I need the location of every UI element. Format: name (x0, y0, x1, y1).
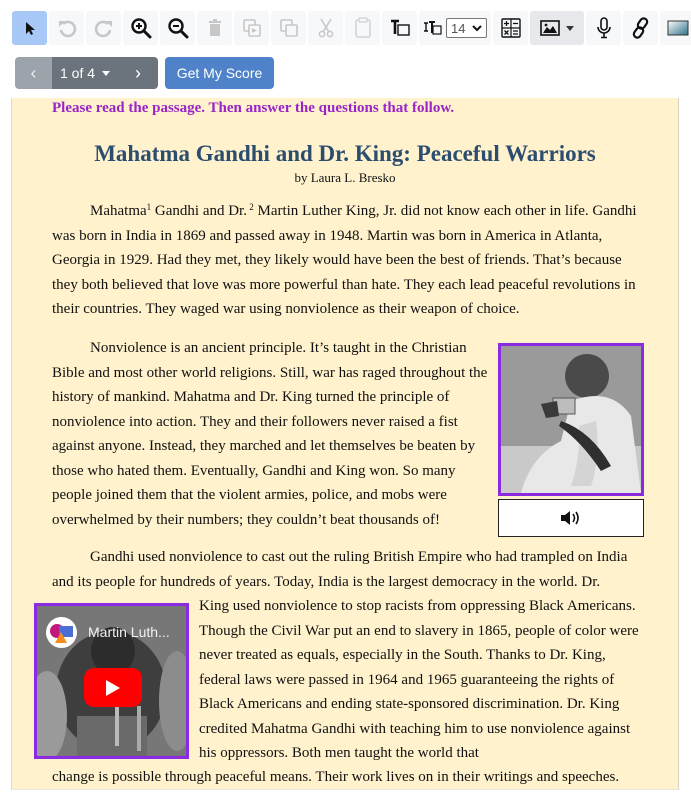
video-embed[interactable] (34, 603, 189, 759)
page-select-dropdown[interactable] (52, 57, 118, 89)
question-navigation (15, 57, 274, 89)
calculator-button[interactable] (493, 11, 528, 45)
image-icon (540, 20, 560, 36)
trash-icon (207, 19, 223, 37)
clipboard-icon (354, 17, 372, 39)
play-icon (105, 679, 121, 697)
toolbar (12, 11, 691, 45)
scissors-icon (318, 18, 334, 38)
channel-logo-icon (46, 617, 77, 648)
text-box-icon (389, 18, 411, 38)
passage-panel (11, 98, 679, 790)
cut-button[interactable] (308, 11, 343, 45)
image-menu-button[interactable] (530, 11, 584, 45)
paragraph-3: Gandhi used nonviolence to cast out the ruling British Empire who had trampled on India and its people for hundreds of years. Today, India is the largest democracy in the world. Dr. (52, 549, 628, 590)
get-my-score-button[interactable]: Get My Score (165, 57, 274, 89)
play-video-button[interactable] (84, 668, 142, 707)
video-title[interactable]: Martin Luth... (88, 624, 170, 640)
select-tool-button[interactable] (12, 11, 47, 45)
next-page-button[interactable] (118, 57, 158, 89)
text-box-button[interactable] (382, 11, 417, 45)
font-size-group (419, 11, 491, 45)
zoom-out-icon (167, 17, 189, 39)
redo-icon (94, 18, 114, 38)
microphone-icon (596, 17, 612, 39)
pager (15, 57, 158, 89)
zoom-in-button[interactable] (123, 11, 158, 45)
link-button[interactable] (623, 11, 658, 45)
paragraph-3-wrapped: King used nonviolence to stop racists from oppressing Black Americans. Though the Civil War put an end to slavery in 1865, people of color were never treated as equals, especially in the South. Thanks to Dr. King, federal laws were passed in 1964 and 1965 guaranteeing the rights of Black Americans and ending state-sponsored discrimination. Dr. King credited Mahatma Gandhi with teaching him to use nonviolence against his oppressors. Both men taught the world that (199, 598, 639, 761)
copy-button[interactable] (271, 11, 306, 45)
footnote-2[interactable]: 2 (246, 202, 254, 212)
highlight-button[interactable] (660, 11, 691, 45)
redo-button[interactable] (86, 11, 121, 45)
chevron-down-icon (472, 25, 482, 32)
gandhi-photo-illustration (501, 346, 641, 493)
paste-special-icon (242, 18, 262, 38)
chevron-left-icon: ‹ (30, 62, 37, 83)
caret-down-icon (566, 26, 574, 31)
font-size-icon (423, 18, 443, 38)
paragraph-3-end: change is possible through peaceful means. Their work lives on in their writings and speeches. (52, 769, 620, 785)
page-indicator: 1 of 4 (59, 65, 96, 81)
gandhi-photo[interactable] (498, 343, 644, 496)
play-audio-button[interactable] (498, 499, 644, 537)
instructions: Please read the passage. Then answer the questions that follow. (52, 100, 455, 116)
caret-down-icon (102, 71, 110, 76)
calculator-icon (501, 18, 521, 38)
previous-page-button[interactable] (15, 57, 52, 89)
font-size-value: 14 (451, 20, 466, 36)
passage-title: Mahatma Gandhi and Dr. King: Peaceful Warriors (94, 141, 596, 166)
undo-icon (57, 18, 77, 38)
zoom-in-icon (130, 17, 152, 39)
delete-button[interactable] (197, 11, 232, 45)
passage-byline: by Laura L. Bresko (294, 170, 396, 185)
copy-icon (279, 18, 299, 38)
paragraph-2: Nonviolence is an ancient principle. It’s taught in the Christian Bible and most other world religions. Still, war has raged throughout the history of mankind. Mahatma and Dr. King turned the principle of nonviolence into action. They and their followers never raised a fist against anyone. Instead, they marched and let themselves be beaten by those who hated them. Eventually, Gandhi and King won. So many people joined them that the violent armies, police, and mobs were overwhelmed by their numbers; they couldn’t beat thousands of! (52, 340, 488, 528)
paste-button[interactable] (345, 11, 380, 45)
gradient-box-icon (667, 20, 689, 36)
cursor-arrow-icon (23, 20, 37, 36)
footnote-1[interactable]: 1 (146, 202, 152, 212)
link-icon (631, 17, 651, 39)
microphone-button[interactable] (586, 11, 621, 45)
font-size-select[interactable] (446, 18, 487, 38)
undo-button[interactable] (49, 11, 84, 45)
chevron-right-icon: › (135, 62, 141, 83)
speaker-icon (560, 510, 582, 526)
zoom-out-button[interactable] (160, 11, 195, 45)
paragraph-1: Mahatma$^1$ Gandhi and Dr. $^2$ Martin Luther King, Jr. did not know each other in life. Gandhi was born in India in 1869 and passed away in 1948. Martin was born in America in Atlanta, Georgia in 1929. Had they met, they likely would have been the best of friends. That’s because they both believed that love was more powerful than hate. They each lead peaceful revolutions in their countries. They waged war using nonviolence as their weapon of choice. (52, 202, 637, 317)
paste-special-button[interactable] (234, 11, 269, 45)
channel-avatar[interactable] (46, 617, 77, 648)
